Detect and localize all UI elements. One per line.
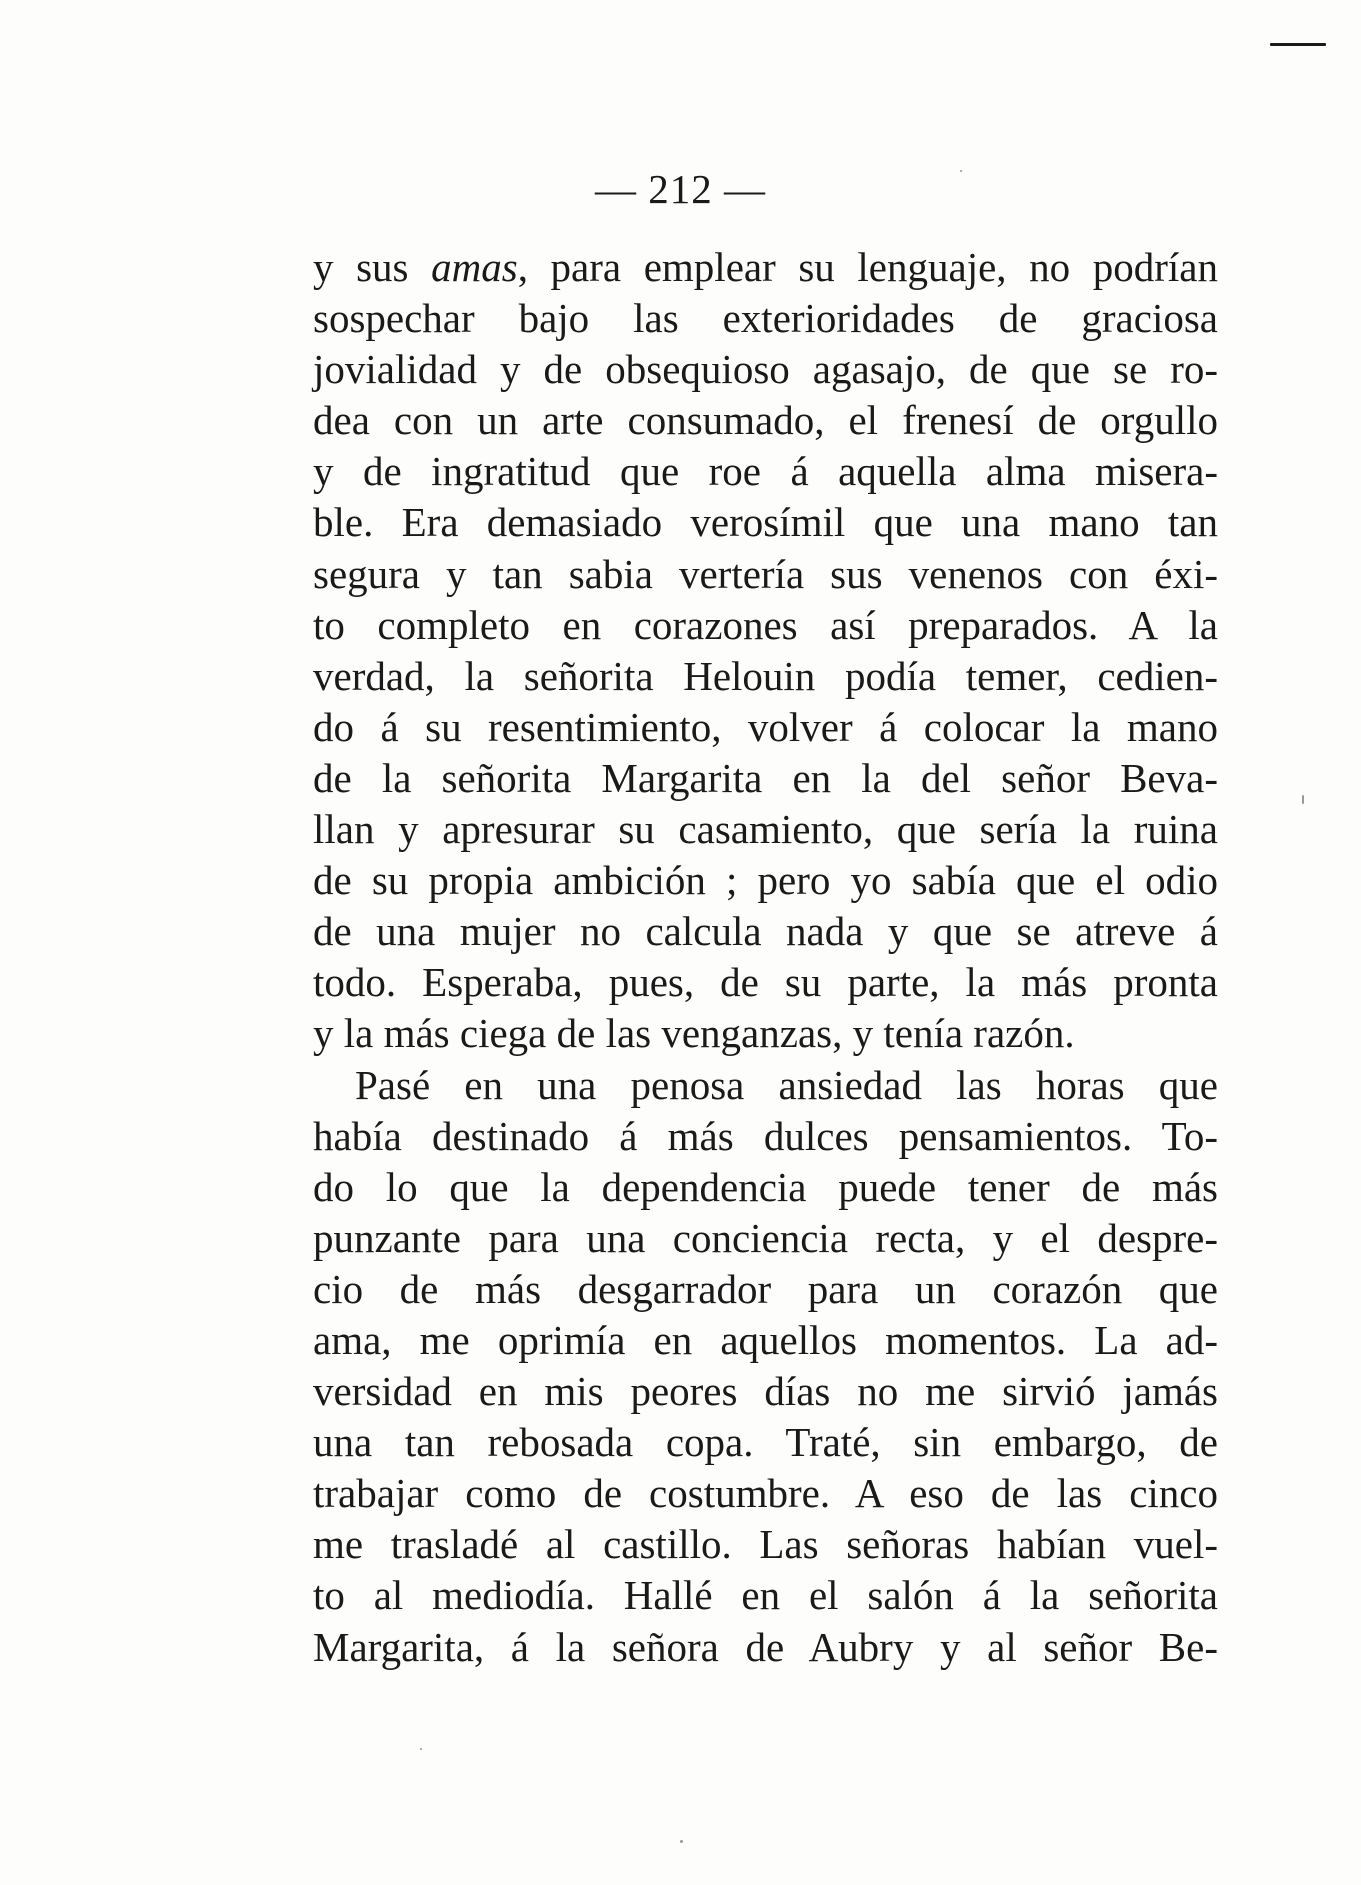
text-line: trabajar como de costumbre. A eso de las cinco <box>313 1470 1218 1517</box>
text-segment: , para emplear su lenguaje, no podrían <box>517 244 1218 290</box>
italic-word: amas <box>431 244 518 290</box>
text-line: segura y tan sabia vertería sus venenos con éxi- <box>313 550 1218 597</box>
text-line: verdad, la señorita Helouin podía temer, cedien- <box>313 652 1218 699</box>
text-line: versidad en mis peores días no me sirvió jamás <box>313 1368 1218 1415</box>
paper-speck <box>420 1748 422 1750</box>
text-line: Margarita, á la señora de Aubry y al señor Be- <box>313 1623 1218 1670</box>
text-segment: y sus <box>313 244 432 290</box>
text-line: dea con un arte consumado, el frenesí de orgullo <box>313 397 1218 444</box>
paper-speck <box>1302 795 1304 804</box>
text-line: do á su resentimiento, volver á colocar la mano <box>313 703 1218 750</box>
text-line: y de ingratitud que roe á aquella alma misera- <box>313 448 1218 495</box>
page-number: — 212 — <box>595 166 766 212</box>
corner-rule-mark <box>1270 43 1326 46</box>
text-line: do lo que la dependencia puede tener de más <box>313 1163 1218 1210</box>
text-line: me trasladé al castillo. Las señoras habían vuel- <box>313 1521 1218 1568</box>
text-line: to completo en corazones así preparados. A la <box>313 601 1218 648</box>
text-line: to al mediodía. Hallé en el salón á la señorita <box>313 1572 1218 1619</box>
text-line: Pasé en una penosa ansiedad las horas que <box>355 1061 1218 1108</box>
text-line: punzante para una conciencia recta, y el despre- <box>313 1214 1218 1261</box>
text-line: había destinado á más dulces pensamientos. To- <box>313 1112 1218 1159</box>
text-line <box>313 242 1218 293</box>
text-line: ble. Era demasiado verosímil que una mano tan <box>313 499 1218 546</box>
text-line: una tan rebosada copa. Traté, sin embargo, de <box>313 1419 1218 1466</box>
text-line: llan y apresurar su casamiento, que sería la ruina <box>313 806 1218 853</box>
text-line: jovialidad y de obsequioso agasajo, de que se ro- <box>313 346 1218 393</box>
text-line: de la señorita Margarita en la del señor Beva- <box>313 754 1218 801</box>
paper-speck <box>680 1840 683 1843</box>
text-line: y la más ciega de las venganzas, y tenía razón. <box>313 1010 1075 1057</box>
text-line: de su propia ambición ; pero yo sabía que el odio <box>313 857 1218 904</box>
text-line: ama, me oprimía en aquellos momentos. La ad- <box>313 1316 1218 1363</box>
text-line: sospechar bajo las exterioridades de graciosa <box>313 295 1218 342</box>
body-text <box>313 242 1218 1673</box>
text-line: todo. Esperaba, pues, de su parte, la más pronta <box>313 959 1218 1006</box>
paper-speck <box>960 170 962 172</box>
text-line: cio de más desgarrador para un corazón que <box>313 1265 1218 1312</box>
text-line: de una mujer no calcula nada y que se atreve á <box>313 908 1218 955</box>
